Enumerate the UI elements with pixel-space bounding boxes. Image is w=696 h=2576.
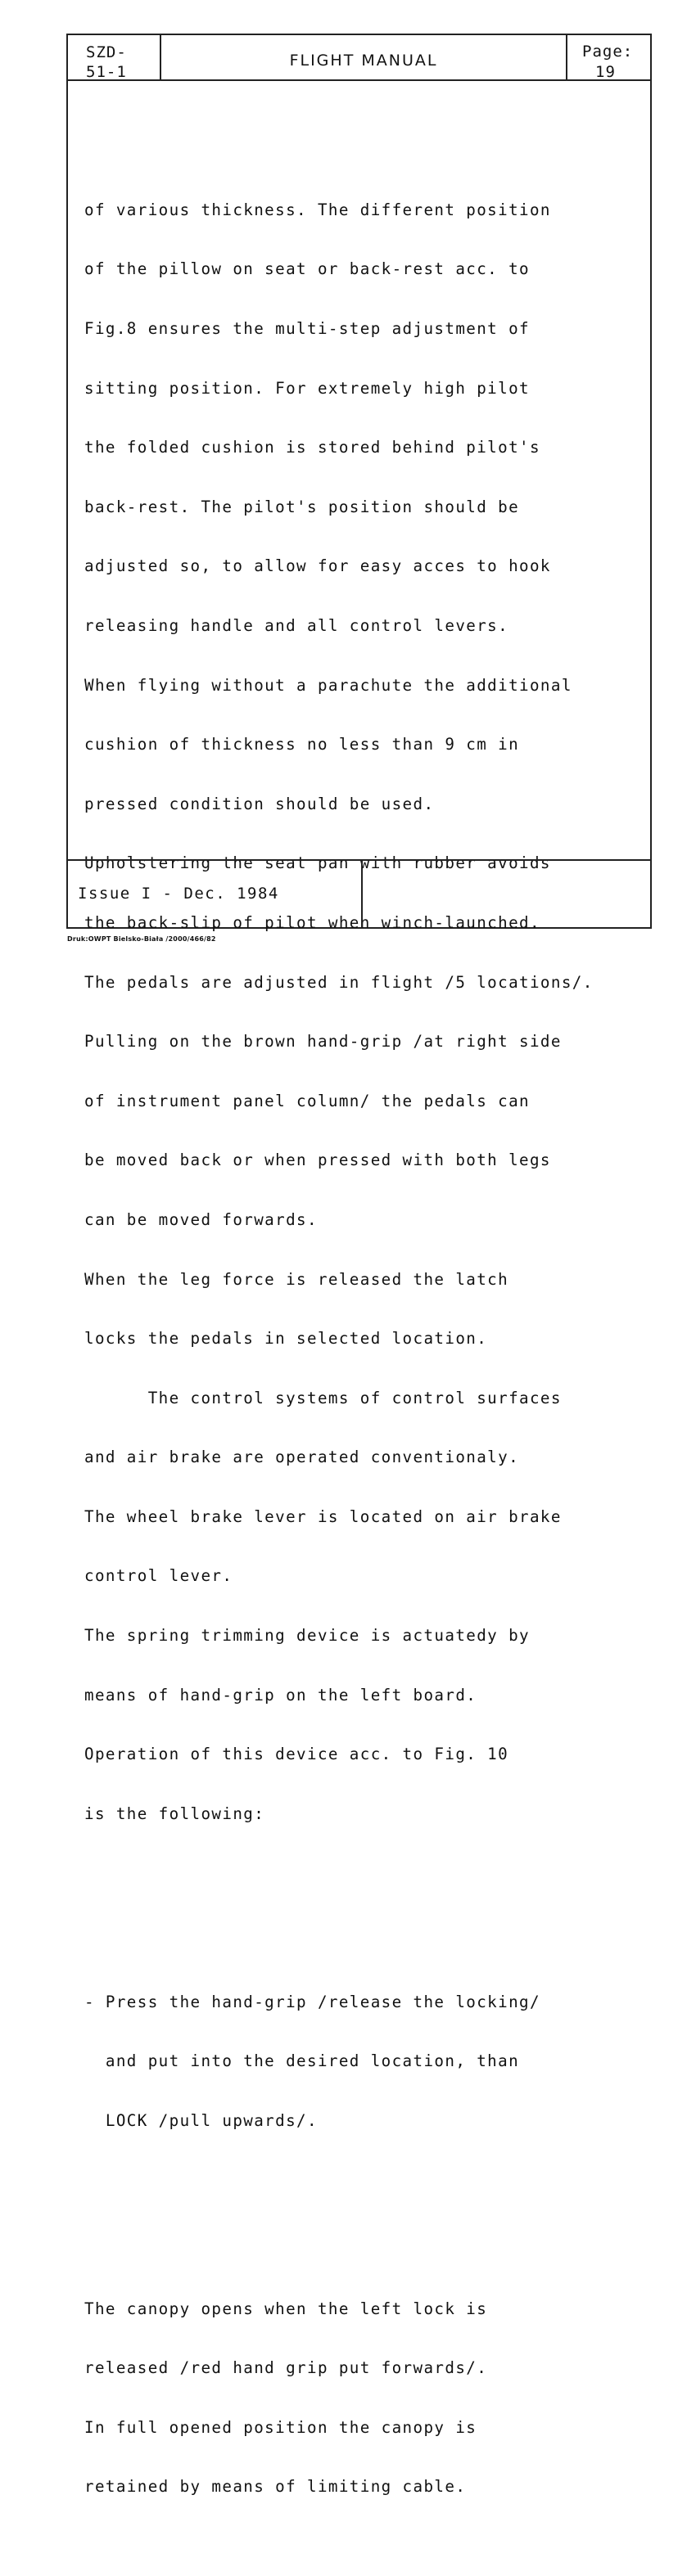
text-line: cushion of thickness no less than 9 cm in: [84, 735, 520, 754]
title-cell: [161, 35, 567, 79]
text-line: control lever.: [84, 1566, 233, 1586]
doc-code-line1: SZD-: [86, 43, 127, 61]
text-line: retained by means of limiting cable.: [84, 2477, 467, 2497]
issue-cell: [68, 861, 363, 927]
page-header: [68, 35, 650, 81]
text-line: of the pillow on seat or back-rest acc. to: [84, 259, 530, 279]
text-line: Upholstering the seat pan with rubber avoids: [84, 853, 551, 873]
text-line: The pedals are adjusted in flight /5 locations/.: [84, 972, 594, 992]
text-line: be moved back or when pressed with both legs: [84, 1151, 551, 1170]
text-line: The canopy opens when the left lock is: [84, 2299, 488, 2318]
text-line: - Press the hand-grip /release the locking/: [84, 1992, 540, 2011]
text-line: Operation of this device acc. to Fig. 10: [84, 1745, 509, 1764]
text-line: releasing handle and all control levers.: [84, 615, 509, 635]
text-line: When the leg force is released the latch: [84, 1269, 509, 1289]
text-line: of various thickness. The different position: [84, 200, 551, 219]
page-label: Page:: [582, 43, 634, 61]
body-text: [84, 121, 658, 2576]
text-line: means of hand-grip on the left board.: [84, 1685, 477, 1705]
paragraph-canopy: [84, 2259, 658, 2537]
text-line: The spring trimming device is actuatedy by: [84, 1626, 530, 1646]
page-number-cell: [567, 35, 650, 79]
doc-code-line2: 51-1: [86, 63, 127, 81]
footer-empty-cell: [363, 861, 650, 927]
text-line: and air brake are operated conventionaly.: [84, 1448, 520, 1467]
paragraph-gap: [84, 1903, 658, 1913]
text-line: back-rest. The pilot's position should be: [84, 497, 520, 516]
text-line: and put into the desired location, than: [84, 2051, 520, 2071]
printer-imprint: Druk:OWPT Bielsko-Biała /2000/466/82: [67, 935, 216, 943]
text-line: pressed condition should be used.: [84, 794, 435, 813]
text-line: is the following:: [84, 1804, 265, 1823]
text-line: the back-slip of pilot when winch-launched.: [84, 912, 540, 932]
text-line: LOCK /pull upwards/.: [84, 2110, 318, 2130]
text-line: locks the pedals in selected location.: [84, 1329, 488, 1349]
page-footer: [68, 859, 650, 927]
text-line: Pulling on the brown hand-grip /at right side: [84, 1032, 562, 1052]
text-line: sitting position. For extremely high pilot: [84, 378, 530, 398]
text-line: adjusted so, to allow for easy acces to hook: [84, 556, 551, 576]
text-line: The wheel brake lever is located on air brake: [84, 1506, 562, 1526]
text-line: When flying without a parachute the additional: [84, 675, 572, 695]
document-title: FLIGHT MANUAL: [289, 52, 438, 70]
page-number: 19: [595, 63, 616, 81]
text-line: released /red hand grip put forwards/.: [84, 2358, 488, 2378]
text-line: In full opened position the canopy is: [84, 2417, 477, 2437]
doc-code-cell: [68, 35, 161, 79]
list-item-trim-operation: [84, 1952, 658, 2170]
paragraph-gap: [84, 2210, 658, 2220]
text-line: of instrument panel column/ the pedals can: [84, 1091, 530, 1110]
text-line: can be moved forwards.: [84, 1209, 318, 1229]
text-line: The control systems of control surfaces: [84, 1388, 562, 1407]
text-line: the folded cushion is stored behind pilot's: [84, 438, 540, 457]
paragraph-cockpit-adjustment: [84, 160, 658, 1863]
text-line: Fig.8 ensures the multi-step adjustment of: [84, 319, 530, 338]
issue-date: Issue I - Dec. 1984: [78, 885, 279, 903]
